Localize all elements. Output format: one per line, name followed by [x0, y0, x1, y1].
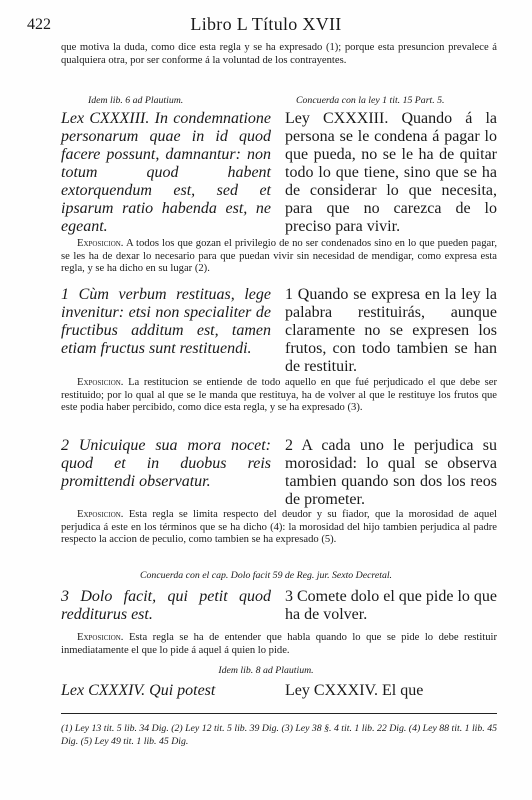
exposicion-law-133	[61, 238, 497, 276]
exposicion-text: A todos los que gozan el privilegio de no ser condenados sino en lo que pueden pagar, se les ha de dexar lo necesario para que puedan vivir sin necesidad de mendigar, como expresa esta regla, y se ha dicho en su lugar (2).	[61, 238, 497, 275]
exposicion-label: Exposicion.	[77, 238, 124, 249]
latin-rule-2: 2 Unicuique sua mora nocet: quod et in duobus reis promittendi observatur.	[61, 437, 271, 490]
source-caption-right: Concuerda con la ley 1 tit. 15 Part. 5.	[296, 95, 445, 106]
source-caption-law-134: Idem lib. 8 ad Plautium.	[218, 665, 314, 676]
page-number: 422	[27, 16, 51, 33]
running-title: Libro L Título XVII	[190, 14, 342, 34]
exposicion-rule-1	[61, 377, 497, 415]
exposicion-label: Exposicion.	[77, 509, 124, 520]
exposicion-rule-2	[61, 509, 497, 547]
latin-law-134: Lex CXXXIV. Qui potest	[61, 682, 216, 699]
concordance-caption: Concuerda con el cap. Dolo facit 59 de Reg. jur. Sexto Decretal.	[139, 570, 393, 581]
exposicion-label: Exposicion.	[77, 632, 124, 643]
spanish-law-134: Ley CXXXIV. El que	[285, 682, 424, 699]
footnote-rule	[61, 713, 497, 714]
exposicion-rule-3	[61, 632, 497, 657]
exposicion-text: La restitucion se entiende de todo aquello en que fué perjudicado el que debe ser restituido; por lo qual al que se le manda que restituya, ha de volver al que le restituye los frutos que este podia haber percibido, como dice esta regla, y se ha expresado (3).	[61, 377, 497, 414]
footnotes: (1) Ley 13 tit. 5 lib. 34 Dig. (2) Ley 12 tit. 5 lib. 39 Dig. (3) Ley 38 §. 4 tit. 1 lib. 22 Dig. (4) Ley 88 tit. 1 lib. 45 Dig. (5) Ley 49 tit. 1 lib. 45 Dig.	[61, 723, 497, 747]
spanish-law-133: Ley CXXXIII. Quando á la persona se le condena á pagar lo que pueda, no se le ha de quitar todo lo que tiene, sino que se ha de considerar lo que necesita, para que no carezca de lo preciso para vivir.	[285, 110, 497, 235]
exposicion-label: Exposicion.	[77, 377, 124, 388]
latin-rule-3: 3 Dolo facit, qui petit quod redditurus est.	[61, 588, 271, 623]
spanish-rule-2: 2 A cada uno le perjudica su morosidad: lo qual se observa tambien quando son dos los reos de prometer.	[285, 437, 497, 508]
latin-rule-1: 1 Cùm verbum restituas, lege invenitur: etsi non specialiter de fructibus additum est, tamen etiam fructus sunt restituendi.	[61, 286, 271, 357]
exposicion-text: Esta regla se ha de entender que habla quando lo que se pide lo debe restituir inmediatamente el que lo pide á aquel á quien lo pide.	[61, 632, 497, 656]
spanish-rule-1: 1 Quando se expresa en la ley la palabra restituirás, aunque claramente no se expresen los frutos, con todo tambien se han de restituir.	[285, 286, 497, 375]
latin-law-133: Lex CXXXIII. In condemnatione personarum quae in id quod facere possunt, damnantur: non totum quod habent extorquendum est, sed et ipsarum ratio habenda est, ne egeant.	[61, 110, 271, 235]
source-caption-left: Idem lib. 6 ad Plautium.	[88, 95, 184, 106]
spanish-rule-3: 3 Comete dolo el que pide lo que ha de volver.	[285, 588, 497, 623]
intro-paragraph: que motiva la duda, como dice esta regla y se ha expresado (1); porque esta presuncion prevalece á qualquiera otra, por ser conforme á la voluntad de los contrayentes.	[61, 42, 497, 66]
exposicion-text: Esta regla se limita respecto del deudor y su fiador, que la morosidad de aquel perjudica á este en los términos que se ha dicho (4): la morosidad del hijo tambien perjudica al padre respecto la accion de peculio, como tambien se ha expresado (5).	[61, 509, 497, 546]
